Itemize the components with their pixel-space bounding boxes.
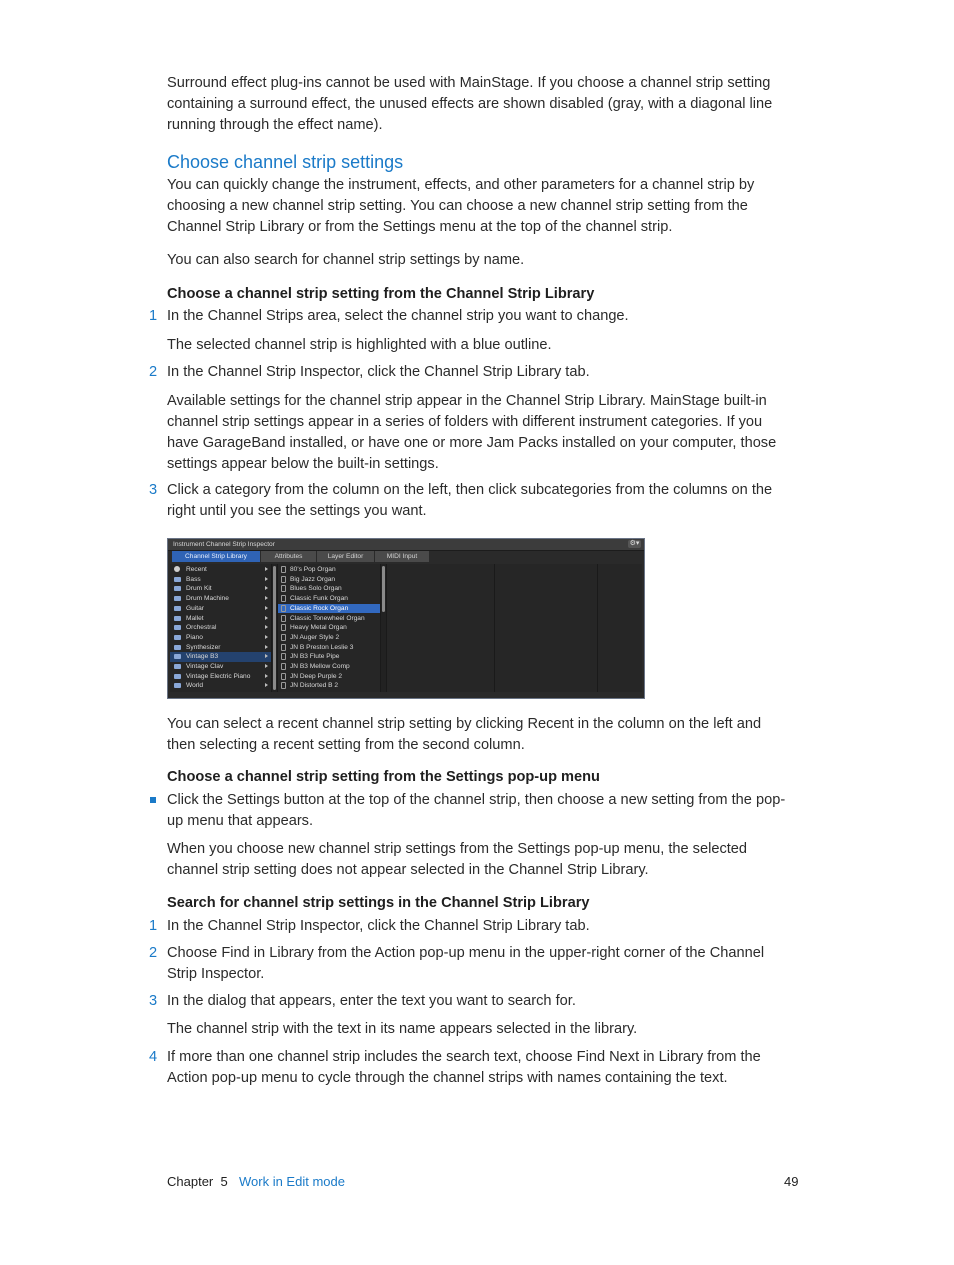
- disclosure-arrow-icon: [265, 674, 268, 678]
- channel-strip-icon: [281, 605, 286, 612]
- step-text: In the Channel Strip Inspector, click the Channel Strip Library tab.: [167, 918, 590, 934]
- step-note: The selected channel strip is highlighted with a blue outline.: [167, 337, 552, 353]
- channel-strip-icon: [281, 644, 286, 651]
- scrollbar-thumb[interactable]: [273, 566, 276, 690]
- folder-icon: [174, 654, 181, 659]
- category-label: Piano: [186, 633, 203, 641]
- folder-icon: [174, 616, 181, 621]
- setting-item[interactable]: [278, 681, 380, 691]
- category-item[interactable]: [170, 614, 271, 624]
- folder-icon: [174, 586, 181, 591]
- category-label: Synthesizer: [186, 643, 221, 651]
- settings-column: [278, 564, 381, 692]
- step-note: Available settings for the channel strip appear in the Channel Strip Library. MainStage built-in channel strip settings appear in a series of folders with different instrument categories. If you have GarageBand installed, or have one or more Jam Packs installed on your computer, those settings appear below the built-in settings.: [167, 393, 777, 472]
- step-text: Click a category from the column on the left, then click subcategories from the columns on the right until you see the settings you want.: [167, 482, 773, 519]
- step-text: Choose Find in Library from the Action pop-up menu in the upper-right corner of the Channel Strip Inspector.: [167, 945, 765, 982]
- tab-layer-editor[interactable]: Layer Editor: [317, 551, 375, 562]
- footer-chapter-number: 5: [220, 1174, 228, 1189]
- setting-label: Classic Funk Organ: [290, 595, 348, 603]
- channel-strip-icon: [281, 634, 286, 641]
- after-figure-paragraph: You can select a recent channel strip setting by clicking Recent in the column on the left and then selecting a recent setting from the second column.: [167, 716, 762, 753]
- disclosure-arrow-icon: [265, 577, 268, 581]
- folder-icon: [174, 596, 181, 601]
- disclosure-arrow-icon: [265, 616, 268, 620]
- channel-strip-icon: [281, 663, 286, 670]
- category-item[interactable]: [170, 575, 271, 585]
- setting-label: Big Jazz Organ: [290, 575, 336, 583]
- step-number: 2: [149, 364, 158, 380]
- setting-label: JN B3 Flute Pipe: [290, 653, 340, 661]
- disclosure-arrow-icon: [265, 683, 268, 687]
- category-label: Drum Machine: [186, 595, 229, 603]
- setting-item[interactable]: [278, 584, 380, 594]
- empty-column: [598, 564, 642, 692]
- bullet-text: Click the Settings button at the top of the channel strip, then choose a new setting from the pop-up menu that appears.: [167, 792, 786, 829]
- step-number: 4: [149, 1049, 158, 1065]
- channel-strip-icon: [281, 576, 286, 583]
- setting-item[interactable]: [278, 672, 380, 682]
- disclosure-arrow-icon: [265, 596, 268, 600]
- intro-paragraph: Surround effect plug-ins cannot be used with MainStage. If you choose a channel strip setting containing a surround effect, the unused effects are shown disabled (gray, with a diagonal line running through the effect name).: [167, 75, 773, 133]
- bullet-note: When you choose new channel strip settings from the Settings pop-up menu, the selected channel strip setting does not appear selected in the Channel Strip Library.: [167, 841, 748, 878]
- setting-item[interactable]: [278, 565, 380, 575]
- disclosure-arrow-icon: [265, 586, 268, 590]
- task-title-settings-menu: Choose a channel strip setting from the Settings pop-up menu: [167, 769, 600, 785]
- setting-label: JN Deep Purple 2: [290, 672, 343, 680]
- folder-icon: [174, 674, 181, 679]
- folder-icon: [174, 606, 181, 611]
- disclosure-arrow-icon: [265, 645, 268, 649]
- setting-label: Heavy Metal Organ: [290, 624, 347, 632]
- setting-label: JN B Preston Leslie 3: [290, 643, 354, 651]
- tab-attributes[interactable]: Attributes: [261, 551, 317, 562]
- step-text: In the dialog that appears, enter the text you want to search for.: [167, 993, 576, 1009]
- category-item[interactable]: [170, 565, 271, 575]
- section-title: Choose channel strip settings: [167, 152, 404, 172]
- category-item[interactable]: [170, 604, 271, 614]
- footer-chapter: [167, 1174, 228, 1189]
- category-label: Recent: [186, 566, 207, 573]
- disclosure-arrow-icon: [265, 606, 268, 610]
- folder-icon: [174, 635, 181, 640]
- category-item[interactable]: [170, 584, 271, 594]
- setting-label: Blues Solo Organ: [290, 585, 342, 593]
- setting-item[interactable]: [278, 575, 380, 585]
- category-label: Vintage Clav: [186, 663, 224, 670]
- category-item[interactable]: [170, 672, 271, 682]
- folder-icon: [174, 577, 181, 582]
- scrollbar-thumb[interactable]: [382, 566, 385, 612]
- action-gear-icon[interactable]: ⚙▾: [629, 540, 640, 547]
- step-number: 2: [149, 945, 158, 961]
- disclosure-arrow-icon: [265, 654, 268, 658]
- category-label: Guitar: [186, 604, 204, 612]
- category-label: Vintage B3: [186, 653, 219, 661]
- category-label: Vintage Electric Piano: [186, 672, 251, 680]
- setting-item[interactable]: [278, 633, 380, 643]
- folder-icon: [174, 664, 181, 669]
- setting-item[interactable]: [278, 614, 380, 624]
- setting-label: JN Distorted B 2: [290, 682, 339, 690]
- setting-label: JN B3 Mellow Comp: [290, 663, 350, 670]
- category-label: World: [186, 682, 204, 690]
- channel-strip-icon: [281, 624, 286, 631]
- empty-column: [387, 564, 495, 692]
- setting-label: JN Auger Style 2: [290, 633, 340, 641]
- page-number: 49: [784, 1174, 799, 1189]
- section-paragraph-1: You can quickly change the instrument, effects, and other parameters for a channel strip by choosing a new channel strip setting. You can choose a new channel strip setting from the Channel Strip Library or from the Settings menu at the top of the channel strip.: [167, 177, 755, 235]
- folder-icon: [174, 683, 181, 688]
- category-item[interactable]: [170, 681, 271, 691]
- step-number: 1: [149, 308, 158, 324]
- channel-strip-icon: [281, 566, 286, 573]
- setting-item[interactable]: [278, 594, 380, 604]
- step-text: In the Channel Strips area, select the channel strip you want to change.: [167, 308, 629, 324]
- category-item[interactable]: [170, 623, 271, 633]
- channel-strip-icon: [281, 615, 286, 622]
- setting-label: Classic Tonewheel Organ: [290, 614, 365, 622]
- bullet-marker: [150, 797, 156, 803]
- setting-label: Classic Rock Organ: [290, 604, 349, 612]
- setting-item[interactable]: [278, 643, 380, 653]
- channel-strip-inspector-figure: [167, 538, 645, 699]
- footer-chapter-label: Chapter: [167, 1174, 214, 1189]
- category-item[interactable]: [170, 594, 271, 604]
- footer-chapter-link[interactable]: Work in Edit mode: [239, 1174, 345, 1189]
- setting-label: 80's Pop Organ: [290, 566, 336, 573]
- task-title-search: Search for channel strip settings in the Channel Strip Library: [167, 895, 590, 911]
- disclosure-arrow-icon: [265, 567, 268, 571]
- task-title-library: Choose a channel strip setting from the Channel Strip Library: [167, 286, 595, 302]
- folder-icon: [174, 645, 181, 650]
- setting-item[interactable]: [278, 623, 380, 633]
- setting-item[interactable]: [278, 662, 380, 672]
- category-item[interactable]: [170, 633, 271, 643]
- category-label: Mallet: [186, 614, 204, 622]
- setting-item[interactable]: [278, 652, 380, 662]
- category-item[interactable]: [170, 652, 271, 662]
- channel-strip-icon: [281, 682, 286, 689]
- inspector-tabs: [172, 551, 640, 562]
- channel-strip-icon: [281, 653, 286, 660]
- disclosure-arrow-icon: [265, 664, 268, 668]
- section-paragraph-2: You can also search for channel strip settings by name.: [167, 252, 525, 268]
- step-text: If more than one channel strip includes the search text, choose Find Next in Library from the Action pop-up menu to cycle through the channel strips with names containing the text.: [167, 1049, 761, 1086]
- channel-strip-icon: [281, 595, 286, 602]
- category-label: Orchestral: [186, 624, 217, 632]
- channel-strip-icon: [281, 673, 286, 680]
- step-number: 3: [149, 482, 158, 498]
- step-note: The channel strip with the text in its name appears selected in the library.: [167, 1021, 638, 1037]
- category-item[interactable]: [170, 662, 271, 672]
- step-text: In the Channel Strip Inspector, click the Channel Strip Library tab.: [167, 364, 590, 380]
- category-item[interactable]: [170, 643, 271, 653]
- channel-strip-icon: [281, 585, 286, 592]
- empty-column: [495, 564, 598, 692]
- category-label: Drum Kit: [186, 585, 212, 593]
- folder-icon: [174, 625, 181, 630]
- disclosure-arrow-icon: [265, 635, 268, 639]
- category-column: [170, 564, 272, 692]
- step-number: 3: [149, 993, 158, 1009]
- disclosure-arrow-icon: [265, 625, 268, 629]
- step-number: 1: [149, 918, 158, 934]
- tab-channel-strip-library[interactable]: Channel Strip Library: [172, 551, 261, 562]
- inspector-title: Instrument Channel Strip Inspector: [173, 541, 275, 548]
- inspector-title-bar: [168, 539, 644, 551]
- tab-midi-input[interactable]: MIDI Input: [375, 551, 430, 562]
- category-label: Bass: [186, 575, 201, 583]
- clock-icon: [174, 566, 180, 572]
- setting-item[interactable]: [278, 604, 380, 614]
